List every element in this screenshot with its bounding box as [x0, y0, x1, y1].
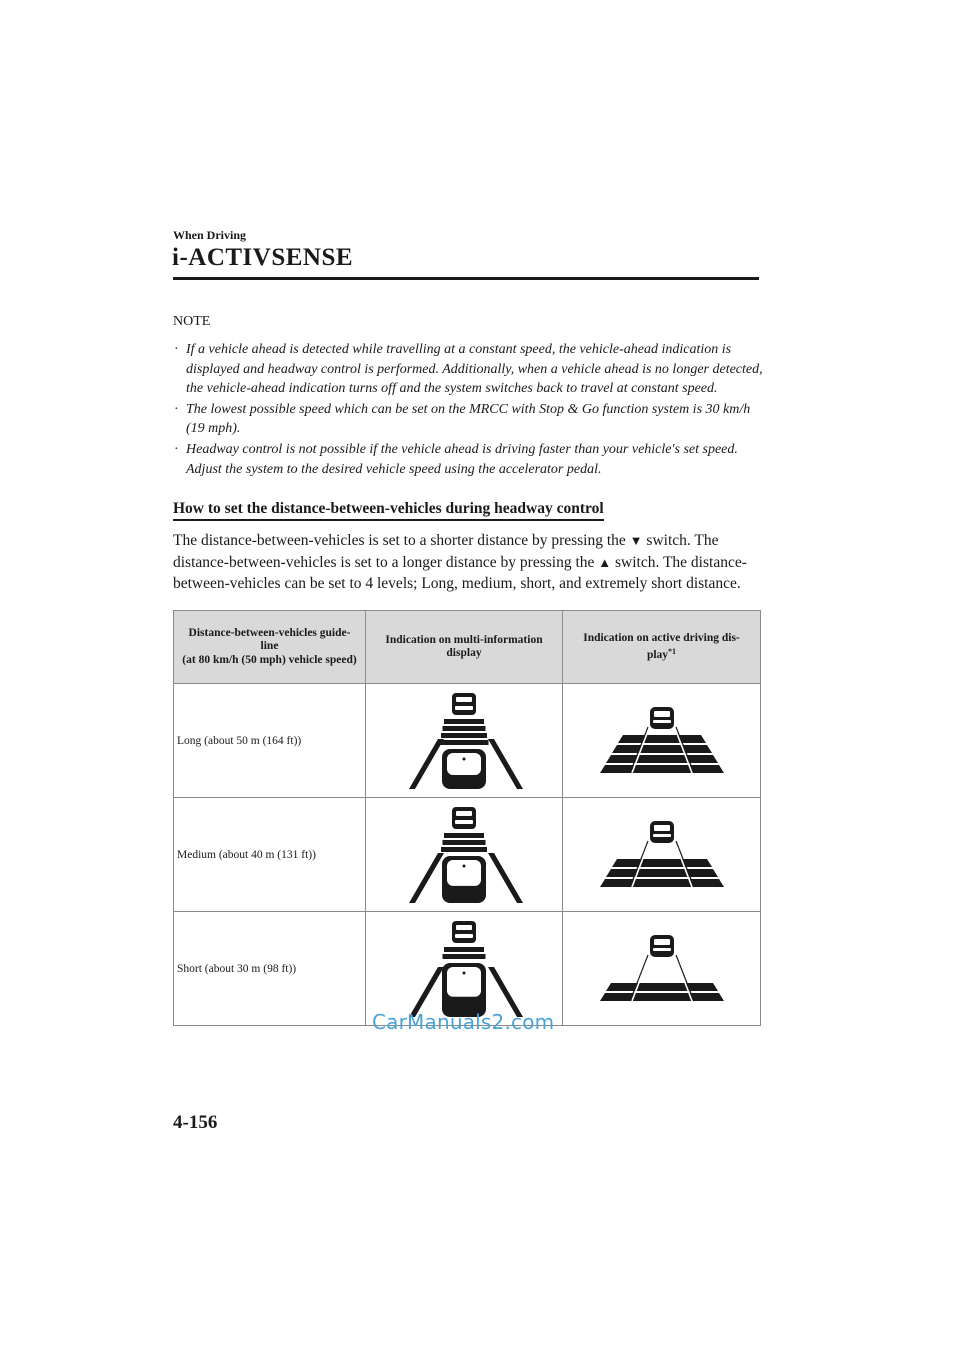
active-driving-display-illustration [597, 815, 727, 895]
front-car-icon [650, 935, 674, 957]
header-rule [173, 277, 759, 280]
distance-bar [606, 755, 718, 763]
distance-bar [443, 954, 486, 959]
header-multi-information-display: Indication on multi-information display [366, 611, 563, 684]
distance-bar [441, 847, 487, 852]
body-text-part: The distance-between-vehicles is set to a shorter distance by pressing the [173, 532, 630, 549]
body-text-part: switch. The distance-between-vehicles is set to a longer distance by pressing the [173, 532, 719, 571]
distance-bar [612, 745, 712, 753]
distance-levels-table [173, 610, 761, 1026]
subheading: How to set the distance-between-vehicles during headway control [173, 500, 604, 521]
body-text-part: switch. The distance-between-vehicles can be set to 4 levels; Long, medium, short, and extremely short distance. [173, 553, 747, 592]
front-car-icon [452, 921, 476, 943]
triangle-down-icon: ▼ [629, 533, 643, 548]
active-driving-display-figure [563, 912, 761, 1026]
watermark: CarManuals2.com [372, 1010, 555, 1034]
note-item-text: Headway control is not possible if the vehicle ahead is driving faster than your vehicle's set speed. Adjust the system to the desired vehicle speed using the accelerator pedal. [186, 441, 738, 477]
bullet-dot-icon: · [174, 441, 179, 457]
own-car-icon [442, 856, 486, 903]
distance-bars [600, 983, 724, 1001]
distance-bar [600, 765, 724, 773]
distance-bar [440, 740, 489, 745]
table-header-row [174, 611, 761, 684]
header-guideline-line1: Distance-between-vehicles guide-line [188, 626, 351, 653]
multi-information-display-figure [366, 684, 563, 798]
own-car-icon [442, 749, 486, 789]
active-driving-display-illustration [597, 929, 727, 1009]
note-item [173, 440, 763, 479]
front-car-icon [650, 821, 674, 843]
distance-bars [440, 719, 489, 745]
note-list [173, 340, 763, 480]
distance-bar [444, 719, 484, 724]
triangle-up-icon: ▲ [598, 554, 612, 570]
distance-bar [441, 733, 487, 738]
header-guideline [174, 611, 366, 684]
distance-bars [443, 947, 486, 959]
headway-display-illustration [400, 917, 528, 1021]
distance-bar [606, 869, 718, 877]
page-number: 4-156 [173, 1112, 218, 1133]
active-driving-display-figure [563, 798, 761, 912]
active-driving-display-figure [563, 684, 761, 798]
distance-level-label: Short (about 30 m (98 ft)) [174, 912, 366, 1026]
note-item [173, 340, 763, 399]
distance-bars [441, 833, 487, 852]
table-row [174, 912, 761, 1026]
table-row [174, 684, 761, 798]
footnote-marker: *1 [668, 647, 677, 656]
body-paragraph [173, 530, 763, 595]
active-driving-display-illustration [597, 701, 727, 781]
bullet-dot-icon: · [174, 401, 179, 417]
header-active-driving-text: Indication on active driving dis-play [583, 631, 740, 661]
headway-display-illustration [400, 689, 528, 793]
distance-bars [600, 735, 724, 773]
note-item [173, 400, 763, 439]
front-car-icon [452, 807, 476, 829]
distance-bar [444, 947, 484, 952]
distance-level-label: Long (about 50 m (164 ft)) [174, 684, 366, 798]
note-item-text: If a vehicle ahead is detected while travelling at a constant speed, the vehicle-ahead indication is displayed and headway control is performed. Additionally, when a vehicle ahead is no longer detected, the vehicle-ahead indication turns off and the system switches back to travel at constant speed. [186, 342, 763, 397]
section-title: i-ACTIVSENSE [172, 244, 354, 271]
multi-information-display-figure [366, 912, 563, 1026]
distance-bar [600, 879, 724, 887]
note-item-text: The lowest possible speed which can be set on the MRCC with Stop & Go function system is 30 km/h (19 mph). [186, 401, 751, 437]
distance-bar [618, 735, 706, 743]
multi-information-display-figure [366, 798, 563, 912]
bullet-dot-icon: · [174, 342, 179, 357]
distance-bar [606, 983, 718, 991]
header-guideline-line2: (at 80 km/h (50 mph) vehicle speed) [182, 653, 357, 666]
own-car-icon [442, 963, 486, 1017]
distance-bar [600, 993, 724, 1001]
distance-level-label: Medium (about 40 m (131 ft)) [174, 798, 366, 912]
section-label: When Driving [173, 228, 247, 242]
distance-bar [443, 726, 486, 731]
headway-display-illustration [400, 803, 528, 907]
note-label: NOTE [173, 314, 211, 329]
header-active-driving-display [563, 611, 761, 684]
distance-bars [600, 859, 724, 887]
front-car-icon [650, 707, 674, 729]
front-car-icon [452, 693, 476, 715]
distance-bar [444, 833, 484, 838]
table-row [174, 798, 761, 912]
distance-bar [612, 859, 712, 867]
distance-bar [443, 840, 486, 845]
